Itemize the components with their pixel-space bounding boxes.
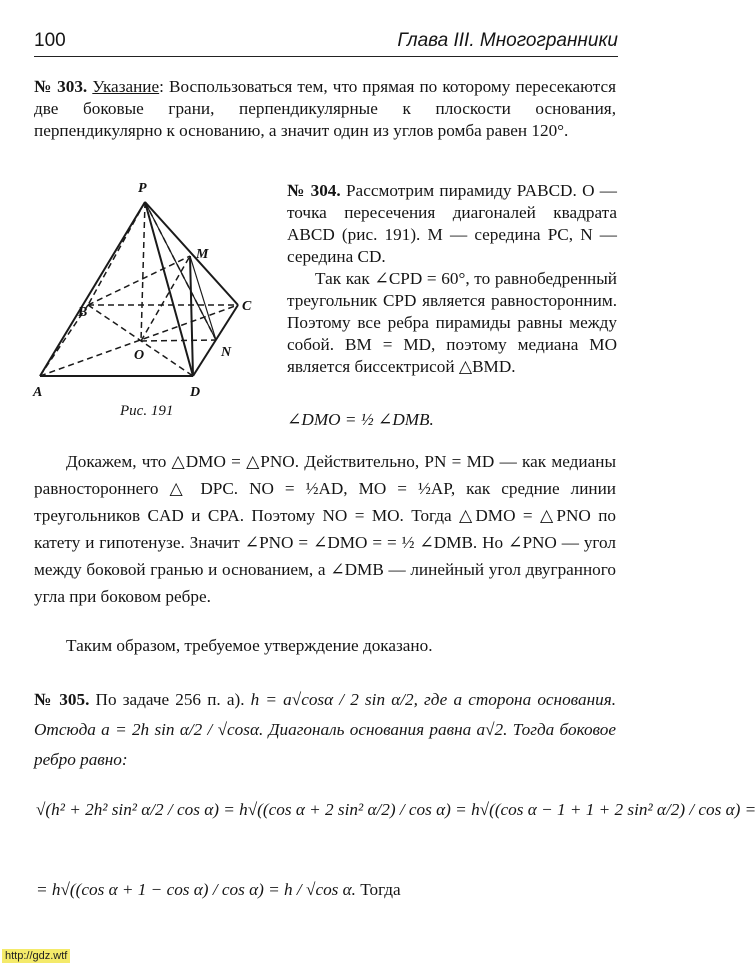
- proof-conclusion: Таким образом, требуемое утверждение доказано.: [66, 636, 433, 655]
- problem-303-number: № 303.: [34, 77, 88, 96]
- chapter-title: Глава III. Многогранники: [397, 30, 618, 51]
- problem-303-text: : Воспользоваться тем, что прямая по которому пересекаются две боковые грани, перпендикулярные к плоскости основания, перпендикулярно к основанию, а значит один из углов ромба равен 120°.: [34, 77, 617, 140]
- label-m: M: [196, 247, 209, 262]
- label-b: B: [78, 305, 88, 320]
- site-watermark[interactable]: http://gdz.wtf: [2, 949, 70, 963]
- figure-caption: Рис. 191: [120, 403, 174, 419]
- problem-305-number: № 305.: [34, 690, 90, 709]
- label-n: N: [221, 345, 232, 360]
- edge-formula-line2: = h√((cos α + 1 − cos α) / cos α) = h / √cos α. Тогда: [36, 880, 401, 899]
- problem-303: [34, 76, 616, 142]
- problem-304: [287, 180, 617, 268]
- pyramid-figure: [30, 178, 270, 408]
- proof-paragraph: Докажем, что △DMO = △PNO. Действительно, PN = MD — как медианы равностороннего △ DPC. NO = ½AD, MO = ½AP, как средние линии треугольников CAD и CPA. Поэтому NO = MO. Тогда △DMO = △PNO по катету и гипотенузе. Значит ∠PNO = ∠DMO = = ½ ∠DMB. Но ∠PNO — угол между боковой гранью и основанием, а ∠DMB — линейный угол двугранного угла при боковом ребре.: [34, 452, 616, 606]
- label-d: D: [190, 385, 201, 400]
- edge-formula-line1: √(h² + 2h² sin² α/2 / cos α) = h√((cos α + 2 sin² α/2) / cos α) = h√((cos α − 1 + 1 + 2 sin² α/2) / cos α) =: [36, 800, 756, 819]
- label-p: P: [138, 181, 147, 196]
- formula-dmo: ∠DMO = ½ ∠DMB.: [287, 410, 434, 429]
- problem-304-number: № 304.: [287, 181, 341, 200]
- problem-305-ref: По задаче 256 п. а).: [95, 690, 245, 709]
- header-rule: [34, 56, 618, 57]
- problem-304-body: Так как ∠CPD = 60°, то равнобедренный треугольник CPD является равносторонним. Поэтому все ребра пирамиды равны между собой. BM = MD, поэтому медиана MO является биссектрисой △BMD.: [287, 269, 617, 376]
- problem-305-text: h = a√cosα / 2 sin α/2, где a сторона основания. Отсюда a = 2h sin α/2 / √cosα. Диагональ основания равна a√2. Тогда боковое ребро равно:: [34, 690, 617, 769]
- page-number: 100: [34, 30, 66, 51]
- label-c: C: [242, 299, 252, 314]
- problem-304-intro: Рассмотрим пирамиду PABCD. O — точка пересечения диагоналей квадрата ABCD (рис. 191). M — середина PC, N — середина CD.: [287, 181, 617, 266]
- label-a: A: [33, 385, 43, 400]
- problem-303-hint-label: Указание: [92, 77, 160, 96]
- label-o: O: [134, 348, 145, 363]
- problem-305-tail: Тогда: [360, 880, 401, 899]
- problem-305: [34, 685, 616, 775]
